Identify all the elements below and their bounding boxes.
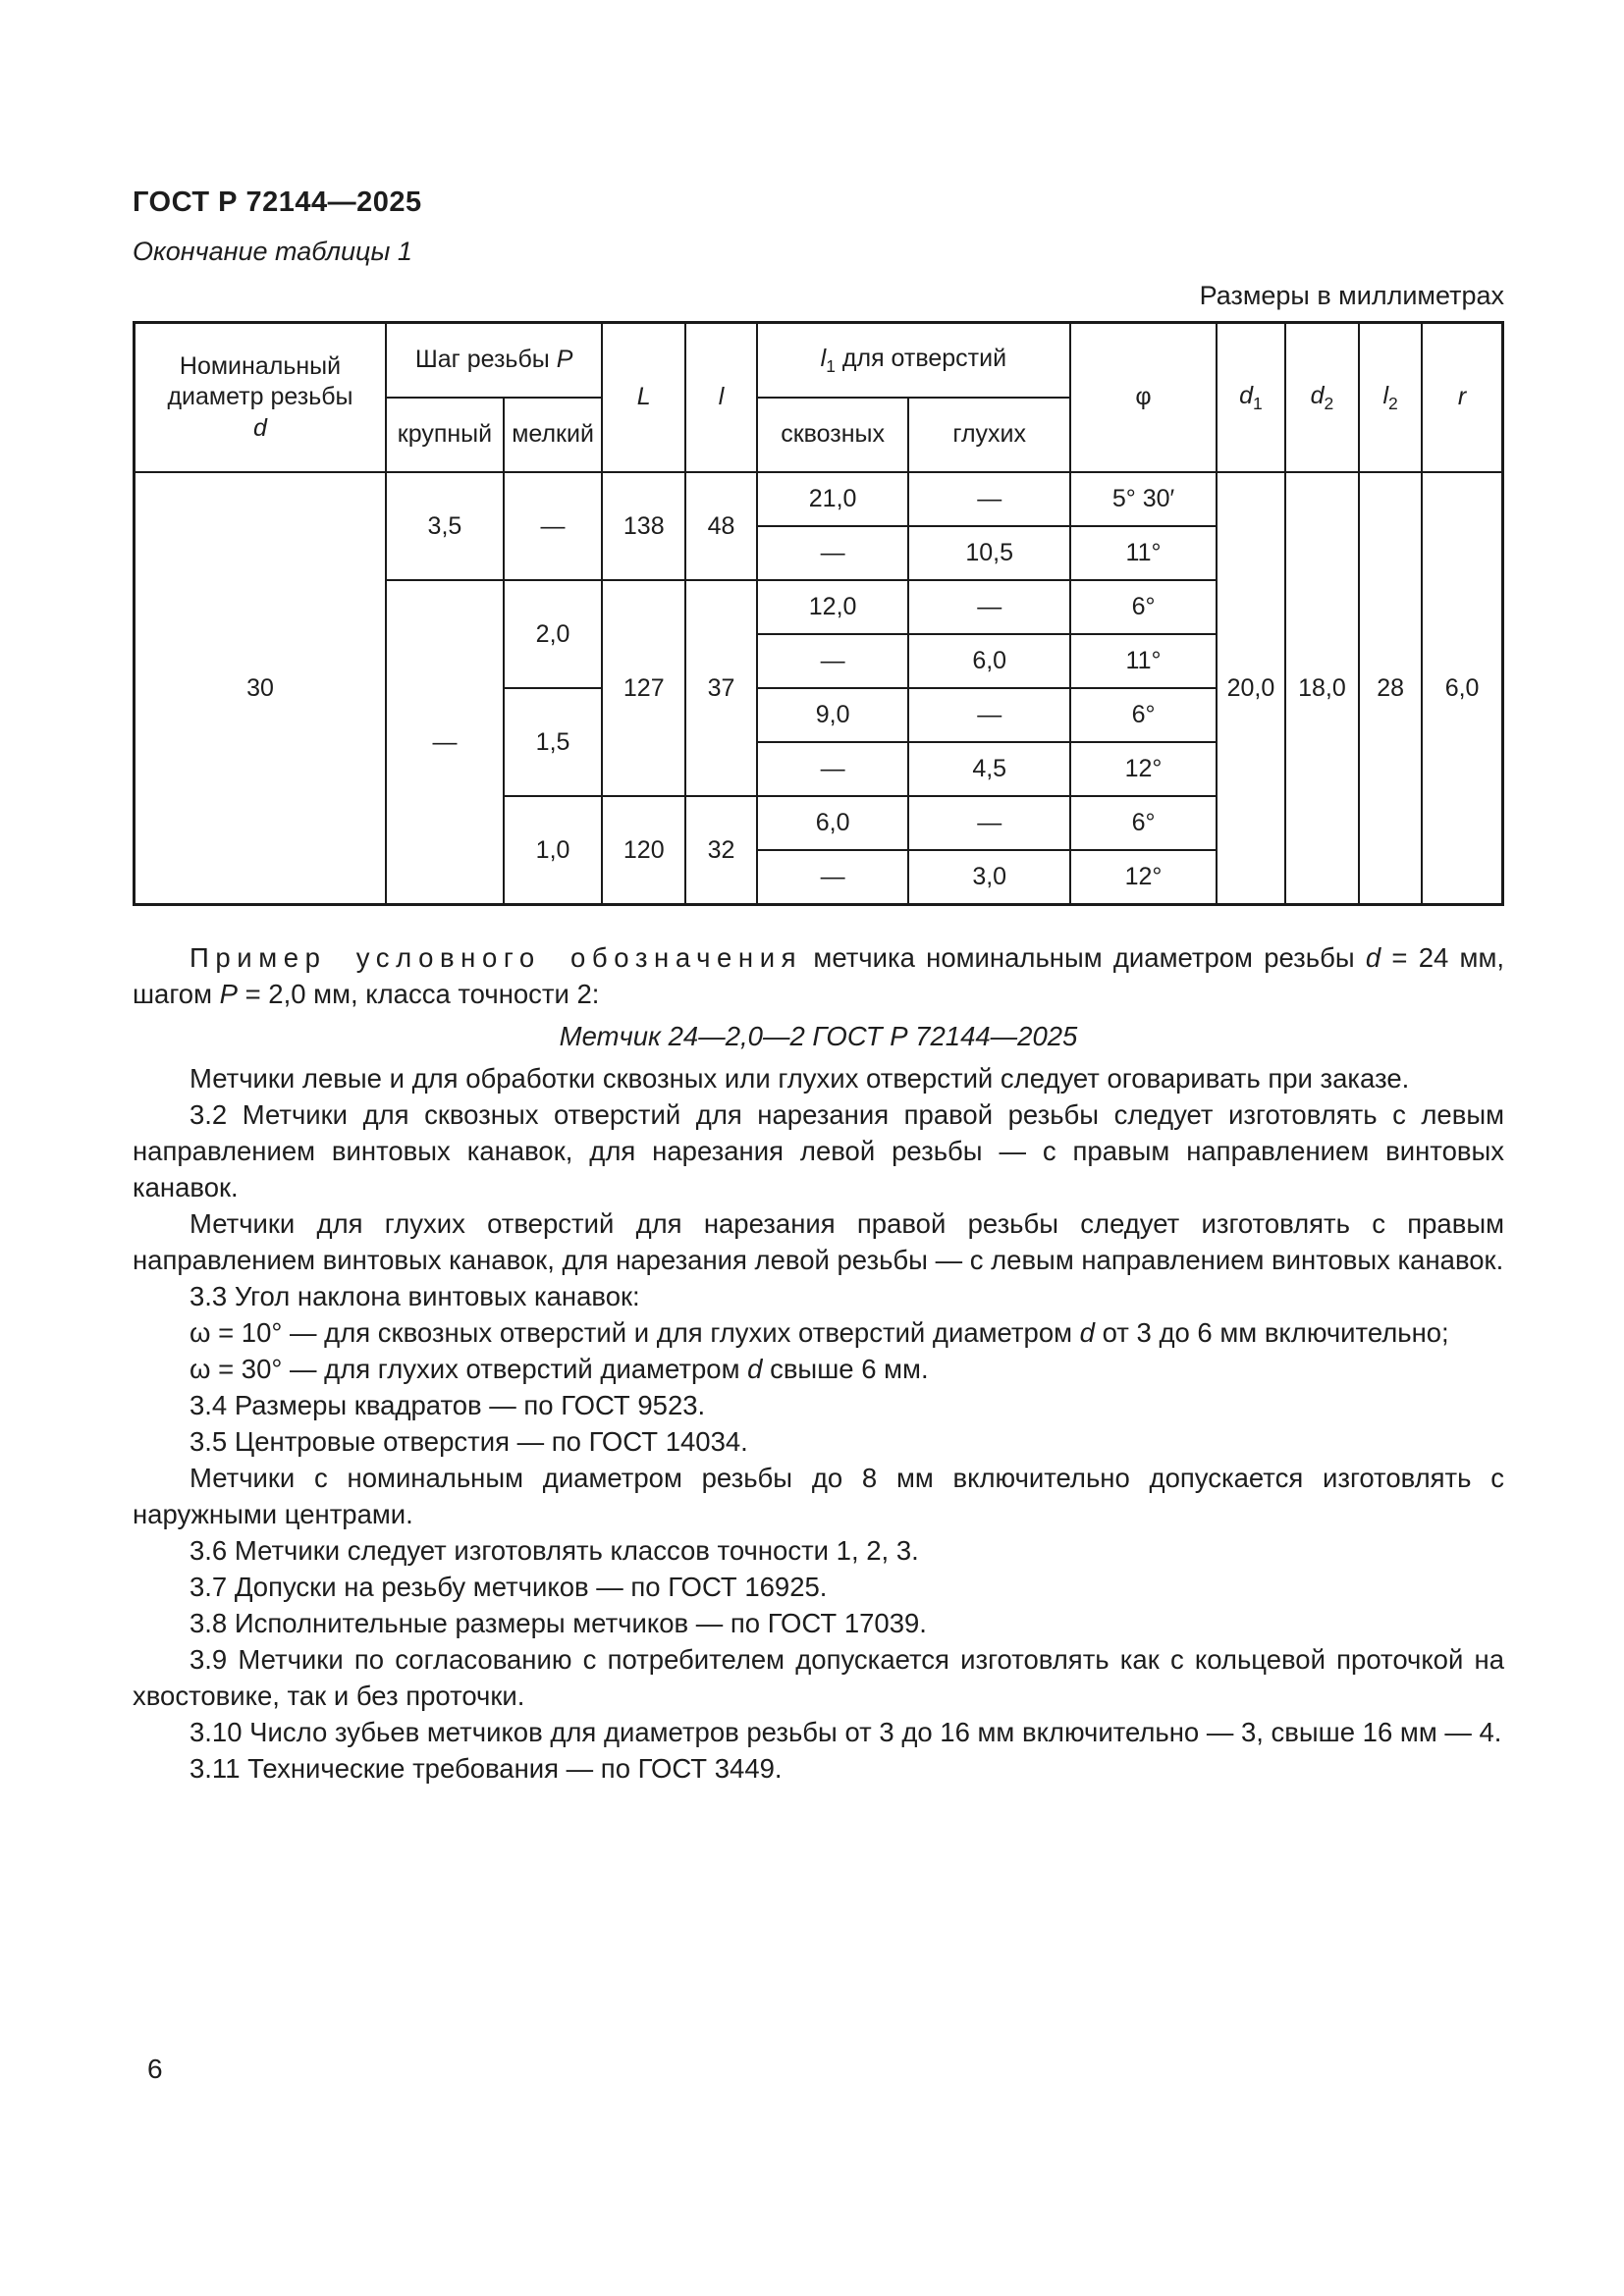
table-cell: — (908, 688, 1069, 742)
table-cell: — (386, 580, 504, 905)
col-header-phi: φ (1070, 323, 1217, 473)
col-header-r: r (1422, 323, 1502, 473)
table-cell: 120 (602, 796, 685, 905)
table-cell: 3,5 (386, 472, 504, 580)
table-cell: 48 (685, 472, 756, 580)
text-segment: 3.8 Исполнительные размеры метчиков — по ГОСТ 17039. (189, 1608, 927, 1638)
table-cell: 1,5 (504, 688, 602, 796)
example-designation-intro (133, 939, 1504, 1012)
paragraph-3-3 (133, 1278, 1504, 1314)
table-body (135, 472, 1503, 905)
table-cell: 3,0 (908, 850, 1069, 905)
table-cell: 12° (1070, 850, 1217, 905)
paragraph-3-4 (133, 1387, 1504, 1423)
text-segment: = 2,0 мм, класса точности 2: (237, 979, 600, 1009)
table-cell: — (757, 850, 909, 905)
table-cell: 6° (1070, 688, 1217, 742)
paragraph-3-9 (133, 1641, 1504, 1714)
table-cell: 9,0 (757, 688, 909, 742)
col-header-l2-var: l (1382, 381, 1389, 409)
text-segment: 3.9 Метчики по согласованию с потребителем допускается изготовлять как с кольцевой проточкой на хвостовике, так и без проточки. (133, 1644, 1504, 1711)
text-segment: метчика номинальным диаметром резьбы (802, 942, 1366, 973)
text-segment: 3.6 Метчики следует изготовлять классов точности 1, 2, 3. (189, 1535, 919, 1566)
paragraph-3-7 (133, 1569, 1504, 1605)
text-segment: 3.7 Допуски на резьбу метчиков — по ГОСТ 16925. (189, 1572, 828, 1602)
document-header: ГОСТ Р 72144—2025 (133, 187, 422, 218)
table-cell: — (908, 472, 1069, 526)
col-header-through: сквозных (757, 398, 909, 472)
dimensions-table (133, 321, 1504, 906)
table-cell: 6° (1070, 796, 1217, 850)
paragraph-left-taps (133, 1060, 1504, 1096)
table-caption: Окончание таблицы 1 (133, 237, 412, 266)
table-cell: — (908, 580, 1069, 634)
paragraph-outer-centers (133, 1460, 1504, 1532)
text-segment: P (219, 979, 238, 1009)
table-cell: 37 (685, 580, 756, 796)
page-number: 6 (147, 2054, 163, 2084)
paragraph-3-8 (133, 1605, 1504, 1641)
col-header-diameter-label: Номинальный диаметр резьбы (167, 352, 353, 411)
table-cell: 21,0 (757, 472, 909, 526)
paragraph-3-2 (133, 1096, 1504, 1205)
table-cell: 32 (685, 796, 756, 905)
col-header-diameter (135, 323, 387, 473)
table-cell: 6,0 (1422, 472, 1502, 905)
table-cell: 6° (1070, 580, 1217, 634)
table-cell: 4,5 (908, 742, 1069, 796)
paragraph-3-10 (133, 1714, 1504, 1750)
col-header-pitch-var: P (556, 346, 573, 374)
table-cell: — (908, 796, 1069, 850)
paragraph-3-6 (133, 1532, 1504, 1569)
text-segment: 3.5 Центровые отверстия — по ГОСТ 14034. (189, 1426, 748, 1457)
text-segment: Метчики с номинальным диаметром резьбы до 8 мм включительно допускается изготовлять с наружными центрами. (133, 1463, 1504, 1529)
table-cell: 12,0 (757, 580, 909, 634)
table-cell: 11° (1070, 526, 1217, 580)
paragraph-omega-10 (133, 1314, 1504, 1351)
text-segment: d (747, 1354, 763, 1384)
text-segment: ω = 30° — для глухих отверстий диаметром (189, 1354, 748, 1384)
table-cell: — (504, 472, 602, 580)
text-segment: 3.10 Число зубьев метчиков для диаметров резьбы от 3 до 16 мм включительно — 3, свыше 16 мм — 4. (189, 1717, 1502, 1747)
text-segment: свыше 6 мм. (762, 1354, 929, 1384)
table-cell: — (757, 742, 909, 796)
text-segment: d (1079, 1317, 1095, 1348)
col-header-l1-label: для отверстий (841, 344, 1007, 372)
table-cell: 28 (1359, 472, 1422, 905)
table-row (135, 472, 1503, 526)
paragraph-3-5 (133, 1423, 1504, 1460)
col-header-coarse: крупный (386, 398, 504, 472)
col-header-d2-var: d (1310, 381, 1325, 409)
col-header-d1-sub: 1 (1253, 393, 1263, 413)
table-cell: 138 (602, 472, 685, 580)
text-segment: Метчики левые и для обработки сквозных или глухих отверстий следует оговаривать при заказе. (189, 1063, 1410, 1094)
col-header-pitch (386, 323, 602, 399)
col-header-l: l (685, 323, 756, 473)
col-header-d1-var: d (1239, 381, 1254, 409)
table-cell: 18,0 (1285, 472, 1359, 905)
col-header-diameter-var: d (253, 413, 267, 442)
paragraph-blind-taps (133, 1205, 1504, 1278)
text-segment: ω = 10° — для сквозных отверстий и для глухих отверстий диаметром (189, 1317, 1080, 1348)
table-cell: 20,0 (1217, 472, 1285, 905)
col-header-pitch-label: Шаг резьбы (414, 346, 550, 374)
text-segment: 3.2 Метчики для сквозных отверстий для нарезания правой резьбы следует изготовлять с левым направлением винтовых канавок, для нарезания левой резьбы — с правым направлением винтовых канавок. (133, 1099, 1504, 1202)
col-header-l1 (757, 323, 1070, 399)
col-header-fine: мелкий (504, 398, 602, 472)
text-segment: = 24 мм, шагом (133, 942, 1504, 1009)
col-header-d2 (1285, 323, 1359, 473)
table-head (135, 323, 1503, 473)
text-segment: Метчик 24—2,0—2 ГОСТ Р 72144—2025 (559, 1021, 1078, 1051)
col-header-blind: глухих (908, 398, 1069, 472)
body-text (133, 939, 1504, 1787)
table-cell: 10,5 (908, 526, 1069, 580)
col-header-L: L (602, 323, 685, 473)
paragraph-3-11 (133, 1750, 1504, 1787)
col-header-d2-sub: 2 (1324, 393, 1334, 413)
table-header-row-1 (135, 323, 1503, 399)
text-segment: от 3 до 6 мм включительно; (1094, 1317, 1449, 1348)
text-segment: 3.4 Размеры квадратов — по ГОСТ 9523. (189, 1390, 706, 1420)
text-segment: 3.11 Технические требования — по ГОСТ 3449. (189, 1753, 783, 1784)
text-segment: d (1365, 942, 1381, 973)
paragraph-omega-30 (133, 1351, 1504, 1387)
text-segment: 3.3 Угол наклона винтовых канавок: (189, 1281, 640, 1311)
table-cell: 12° (1070, 742, 1217, 796)
col-header-d1 (1217, 323, 1285, 473)
table-cell: 2,0 (504, 580, 602, 688)
table-cell: 30 (135, 472, 387, 905)
table-cell: 6,0 (757, 796, 909, 850)
units-note: Размеры в миллиметрах (1199, 281, 1504, 310)
table-cell: 6,0 (908, 634, 1069, 688)
col-header-l2 (1359, 323, 1422, 473)
table-cell: 5° 30′ (1070, 472, 1217, 526)
col-header-l1-var: l (820, 344, 827, 372)
table-cell: 1,0 (504, 796, 602, 905)
table-cell: — (757, 526, 909, 580)
table-cell: 11° (1070, 634, 1217, 688)
table-cell: 127 (602, 580, 685, 796)
example-designation (133, 1018, 1504, 1054)
table-cell: — (757, 634, 909, 688)
col-header-l2-sub: 2 (1388, 393, 1398, 413)
col-header-l1-sub: 1 (826, 355, 836, 376)
text-segment: Метчики для глухих отверстий для нарезания правой резьбы следует изготовлять с правым направлением винтовых канавок, для нарезания левой резьбы — с левым направлением винтовых канавок. (133, 1208, 1504, 1275)
text-segment: Пример условного обозначения (189, 942, 803, 973)
